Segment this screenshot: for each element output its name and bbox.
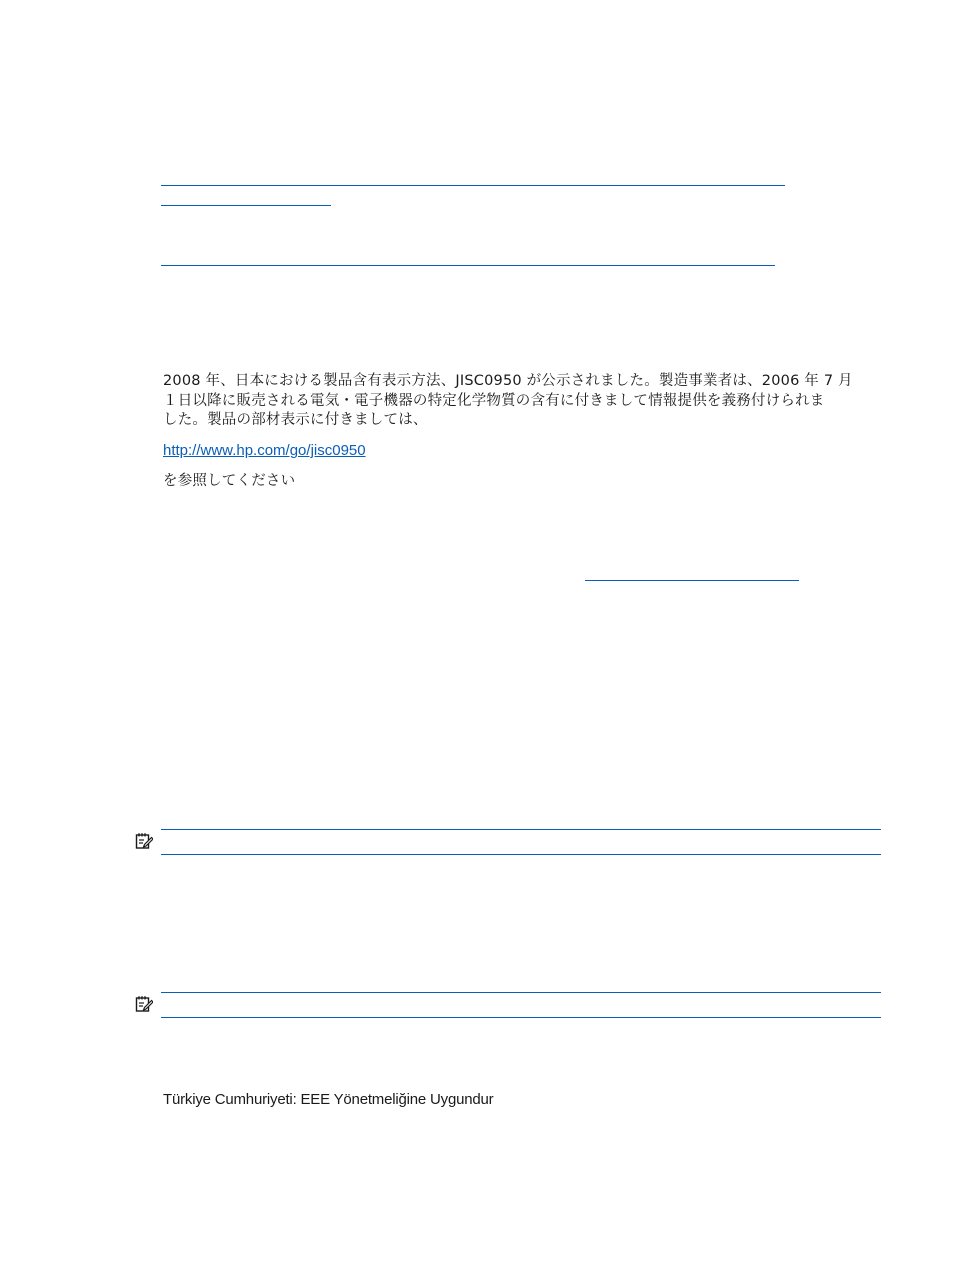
japan-line-2: １日以降に販売される電気・電子機器の特定化学物質の含有に付きまして情報提供を義務付けられま (163, 393, 825, 409)
note-icon (135, 995, 153, 1013)
link-underline-1a[interactable] (161, 185, 785, 186)
jisc0950-link[interactable]: http://www.hp.com/go/jisc0950 (163, 442, 366, 459)
japan-line-3: した。製品の部材表示に付きましては、 (163, 412, 428, 428)
link-underline-1b[interactable] (161, 205, 331, 206)
japan-line-1: 2008 年、日本における製品含有表示方法、JISC0950 が公示されました。製造事業者は、2006 年 7 月 (163, 373, 853, 389)
note-1-bottom-rule (161, 854, 881, 855)
note-2-top-rule (161, 992, 881, 993)
note-2-bottom-rule (161, 1017, 881, 1018)
link-underline-2[interactable] (161, 265, 775, 266)
turkey-compliance-statement: Türkiye Cumhuriyeti: EEE Yönetmeliğine Uygundur (163, 1091, 494, 1108)
note-1-top-rule (161, 829, 881, 830)
link-underline-3[interactable] (585, 580, 799, 581)
japan-refer-text: を参照してください (163, 473, 296, 489)
note-icon (135, 832, 153, 850)
